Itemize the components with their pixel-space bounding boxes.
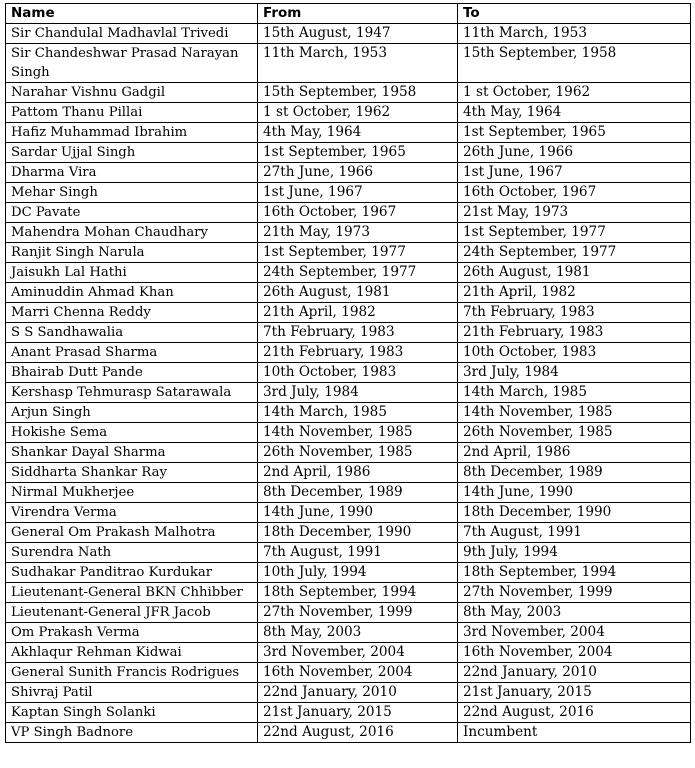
name-cell: Shankar Dayal Sharma [6,443,258,463]
table-row [6,363,691,383]
table-row [6,563,691,583]
name-cell: General Om Prakash Malhotra [6,523,258,543]
from-cell: 22nd January, 2010 [258,683,458,703]
to-cell: 11th March, 1953 [458,24,691,44]
name-cell: Marri Chenna Reddy [6,303,258,323]
to-cell: 7th February, 1983 [458,303,691,323]
name-cell: Siddharta Shankar Ray [6,463,258,483]
table-row [6,603,691,623]
table-row [6,323,691,343]
name-cell: Pattom Thanu Pillai [6,103,258,123]
table-row [6,543,691,563]
table-row [6,343,691,363]
to-cell: 22nd August, 2016 [458,703,691,723]
table-row [6,383,691,403]
table-row [6,683,691,703]
name-cell: Kershasp Tehmurasp Satarawala [6,383,258,403]
to-cell: 14th November, 1985 [458,403,691,423]
name-cell: Mahendra Mohan Chaudhary [6,223,258,243]
table-row [6,24,691,44]
from-cell: 16th October, 1967 [258,203,458,223]
name-cell: Ranjit Singh Narula [6,243,258,263]
from-cell: 3rd November, 2004 [258,643,458,663]
from-cell: 1 st October, 1962 [258,103,458,123]
to-cell: 3rd November, 2004 [458,623,691,643]
table-row [6,623,691,643]
table-row [6,243,691,263]
to-cell: 22nd January, 2010 [458,663,691,683]
from-cell: 8th December, 1989 [258,483,458,503]
table-row [6,44,691,83]
to-cell: 14th June, 1990 [458,483,691,503]
from-cell: 27th November, 1999 [258,603,458,623]
from-cell: 14th March, 1985 [258,403,458,423]
table-row [6,643,691,663]
from-cell: 10th October, 1983 [258,363,458,383]
to-cell: 14th March, 1985 [458,383,691,403]
from-cell: 10th July, 1994 [258,563,458,583]
name-cell: Bhairab Dutt Pande [6,363,258,383]
name-cell: Hafiz Muhammad Ibrahim [6,123,258,143]
table-row [6,283,691,303]
name-cell: Aminuddin Ahmad Khan [6,283,258,303]
table-row [6,723,691,743]
name-cell: Jaisukh Lal Hathi [6,263,258,283]
table-row [6,443,691,463]
from-cell: 22nd August, 2016 [258,723,458,743]
from-cell: 15th September, 1958 [258,83,458,103]
to-cell: 21st January, 2015 [458,683,691,703]
from-cell: 8th May, 2003 [258,623,458,643]
from-cell: 1st June, 1967 [258,183,458,203]
table-row [6,423,691,443]
header-row [6,4,691,24]
from-cell: 26th August, 1981 [258,283,458,303]
name-cell: Shivraj Patil [6,683,258,703]
table-row [6,143,691,163]
name-cell: Sir Chandeshwar Prasad Narayan Singh [6,44,258,83]
column-header-from: From [258,4,458,24]
to-cell: 21th February, 1983 [458,323,691,343]
table-row [6,403,691,423]
to-cell: 16th November, 2004 [458,643,691,663]
table-body [6,24,691,743]
name-cell: Hokishe Sema [6,423,258,443]
table-row [6,163,691,183]
governors-table [5,3,691,743]
table-row [6,103,691,123]
to-cell: 3rd July, 1984 [458,363,691,383]
to-cell: 8th December, 1989 [458,463,691,483]
from-cell: 14th June, 1990 [258,503,458,523]
from-cell: 21st January, 2015 [258,703,458,723]
name-cell: Dharma Vira [6,163,258,183]
column-header-to: To [458,4,691,24]
from-cell: 1st September, 1965 [258,143,458,163]
name-cell: Anant Prasad Sharma [6,343,258,363]
from-cell: 27th June, 1966 [258,163,458,183]
to-cell: 18th September, 1994 [458,563,691,583]
name-cell: Kaptan Singh Solanki [6,703,258,723]
name-cell: Nirmal Mukherjee [6,483,258,503]
table-row [6,203,691,223]
table-row [6,183,691,203]
from-cell: 4th May, 1964 [258,123,458,143]
name-cell: Akhlaqur Rehman Kidwai [6,643,258,663]
name-cell: Lieutenant-General JFR Jacob [6,603,258,623]
name-cell: Sudhakar Panditrao Kurdukar [6,563,258,583]
name-cell: S S Sandhawalia [6,323,258,343]
table-row [6,703,691,723]
name-cell: Lieutenant-General BKN Chhibber [6,583,258,603]
table-row [6,123,691,143]
to-cell: 21th April, 1982 [458,283,691,303]
table-row [6,503,691,523]
to-cell: 7th August, 1991 [458,523,691,543]
to-cell: 2nd April, 1986 [458,443,691,463]
to-cell: 8th May, 2003 [458,603,691,623]
to-cell: 10th October, 1983 [458,343,691,363]
table-row [6,463,691,483]
from-cell: 1st September, 1977 [258,243,458,263]
from-cell: 21th April, 1982 [258,303,458,323]
to-cell: 26th November, 1985 [458,423,691,443]
from-cell: 14th November, 1985 [258,423,458,443]
name-cell: Sardar Ujjal Singh [6,143,258,163]
from-cell: 18th December, 1990 [258,523,458,543]
from-cell: 21th May, 1973 [258,223,458,243]
name-cell: Arjun Singh [6,403,258,423]
to-cell: 1st June, 1967 [458,163,691,183]
to-cell: 9th July, 1994 [458,543,691,563]
to-cell: 26th August, 1981 [458,263,691,283]
name-cell: Mehar Singh [6,183,258,203]
from-cell: 7th February, 1983 [258,323,458,343]
to-cell: Incumbent [458,723,691,743]
from-cell: 24th September, 1977 [258,263,458,283]
to-cell: 1st September, 1977 [458,223,691,243]
from-cell: 21th February, 1983 [258,343,458,363]
to-cell: 1 st October, 1962 [458,83,691,103]
table-row [6,483,691,503]
name-cell: Surendra Nath [6,543,258,563]
name-cell: General Sunith Francis Rodrigues [6,663,258,683]
table-row [6,303,691,323]
to-cell: 27th November, 1999 [458,583,691,603]
to-cell: 16th October, 1967 [458,183,691,203]
from-cell: 18th September, 1994 [258,583,458,603]
table-row [6,83,691,103]
from-cell: 26th November, 1985 [258,443,458,463]
from-cell: 7th August, 1991 [258,543,458,563]
to-cell: 24th September, 1977 [458,243,691,263]
table-row [6,583,691,603]
column-header-name: Name [6,4,258,24]
table-row [6,263,691,283]
table-row [6,223,691,243]
table-row [6,523,691,543]
from-cell: 11th March, 1953 [258,44,458,83]
to-cell: 21st May, 1973 [458,203,691,223]
to-cell: 26th June, 1966 [458,143,691,163]
from-cell: 3rd July, 1984 [258,383,458,403]
name-cell: Om Prakash Verma [6,623,258,643]
name-cell: Virendra Verma [6,503,258,523]
name-cell: Sir Chandulal Madhavlal Trivedi [6,24,258,44]
name-cell: DC Pavate [6,203,258,223]
to-cell: 18th December, 1990 [458,503,691,523]
from-cell: 15th August, 1947 [258,24,458,44]
table-row [6,663,691,683]
to-cell: 4th May, 1964 [458,103,691,123]
from-cell: 16th November, 2004 [258,663,458,683]
to-cell: 1st September, 1965 [458,123,691,143]
name-cell: Narahar Vishnu Gadgil [6,83,258,103]
to-cell: 15th September, 1958 [458,44,691,83]
from-cell: 2nd April, 1986 [258,463,458,483]
name-cell: VP Singh Badnore [6,723,258,743]
